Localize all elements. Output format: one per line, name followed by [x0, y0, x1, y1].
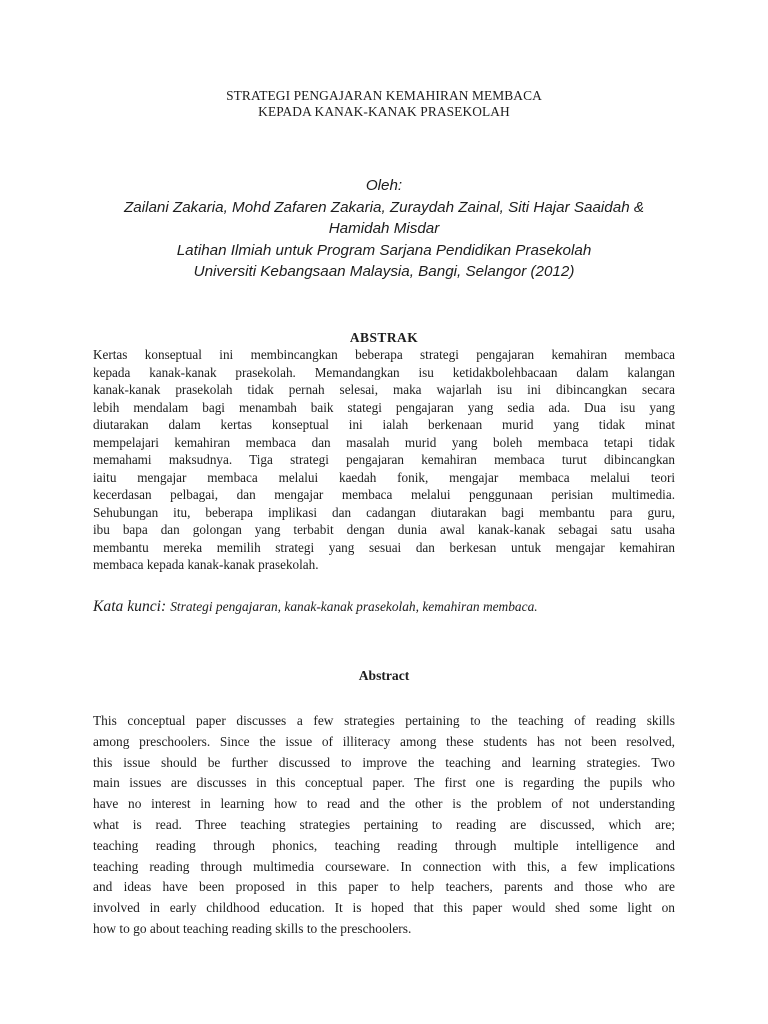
abstract-line: among preschoolers. Since the issue of illiteracy among these students has not been resolved, [93, 733, 675, 749]
keywords-label: Kata kunci: [93, 598, 167, 615]
abstract-line: teaching reading through multimedia courseware. In connection with this, a few implications [93, 858, 675, 874]
abstract-paragraph [93, 711, 675, 940]
abstrak-line: ibu bapa dan golongan yang terbabit dengan dunia awal kanak-kanak sebagai satu usaha [93, 522, 675, 537]
authors-line-2: Hamidah Misdar [328, 220, 440, 237]
abstrak-line: membantu mereka memilih strategi yang sesuai dan berkesan untuk mengajar kemahiran [93, 539, 675, 555]
program-line: Latihan Ilmiah untuk Program Sarjana Pendidikan Prasekolah [176, 241, 592, 259]
abstract-line: involved in early childhood education. It is hoped that this paper would shed some light on [93, 900, 675, 916]
abstract-line: how to go about teaching reading skills to the preschoolers. [93, 920, 412, 936]
abstrak-heading: ABSTRAK [349, 330, 419, 345]
byline-label: Oleh: [365, 177, 403, 194]
title-line-2: KEPADA KANAK-KANAK PRASEKOLAH [258, 104, 510, 119]
abstract-line: this issue should be further discussed to improve the teaching and learning strategies. Two [93, 754, 675, 770]
byline [0, 175, 768, 283]
abstrak-line: membaca kepada kanak-kanak prasekolah. [93, 557, 319, 572]
abstrak-paragraph [93, 346, 675, 574]
abstrak-line: kecerdasan pelbagai, dan mengajar membaca melalui penggunaan perisian multimedia. [93, 487, 675, 502]
abstract-line: what is read. Three teaching strategies pertaining to reading are discussed, which are; [93, 816, 675, 832]
abstract-line: This conceptual paper discusses a few strategies pertaining to the teaching of reading skills [93, 713, 675, 728]
abstract-line: have no interest in learning how to read and the other is the problem of not understanding [93, 796, 675, 812]
abstrak-line: memahami maksudnya. Tiga strategi pengajaran kemahiran membaca turut dibincangkan [93, 452, 675, 467]
abstrak-line: diutarakan dalam kertas konseptual ini ialah berkenaan murid yang tidak minat [93, 417, 675, 432]
keywords [93, 598, 693, 616]
abstrak-line: iaitu mengajar membaca melalui kaedah fonik, mengajar membaca melalui teori [93, 469, 675, 485]
keywords-text: Strategi pengajaran, kanak-kanak prasekolah, kemahiran membaca. [170, 599, 538, 614]
authors-line-1: Zailani Zakaria, Mohd Zafaren Zakaria, Zuraydah Zainal, Siti Hajar Saaidah & [124, 198, 644, 216]
title-line-1: STRATEGI PENGAJARAN KEMAHIRAN MEMBACA [226, 88, 542, 103]
abstract-line: main issues are discusses in this conceptual paper. The first one is regarding the pupils who [93, 775, 675, 791]
paper-title [0, 88, 768, 120]
abstrak-line: kanak-kanak prasekolah tidak pernah selesai, maka wajarlah isu ini dibincangkan secara [93, 382, 675, 397]
abstrak-line: Sehubungan itu, beberapa implikasi dan cadangan diutarakan bagi membantu para guru, [93, 504, 675, 520]
abstract-line: and ideas have been proposed in this paper to help teachers, parents and those who are [93, 879, 675, 895]
abstrak-line: kepada kanak-kanak prasekolah. Memandangkan isu ketidakbolehbacaan dalam kalangan [93, 364, 675, 380]
abstrak-line: lebih mendalam bagi menambah baik stategi pengajaran yang sedia ada. Dua isu yang [93, 399, 675, 415]
institution-line: Universiti Kebangsaan Malaysia, Bangi, Selangor (2012) [193, 263, 575, 280]
abstrak-line: mempelajari kemahiran membaca dan masalah murid yang boleh membaca tetapi tidak [93, 434, 675, 450]
abstract-line: teaching reading through phonics, teaching reading through multiple intelligence and [93, 837, 675, 853]
abstrak-line: Kertas konseptual ini membincangkan beberapa strategi pengajaran kemahiran membaca [93, 347, 675, 362]
abstract-heading: Abstract [358, 668, 410, 683]
